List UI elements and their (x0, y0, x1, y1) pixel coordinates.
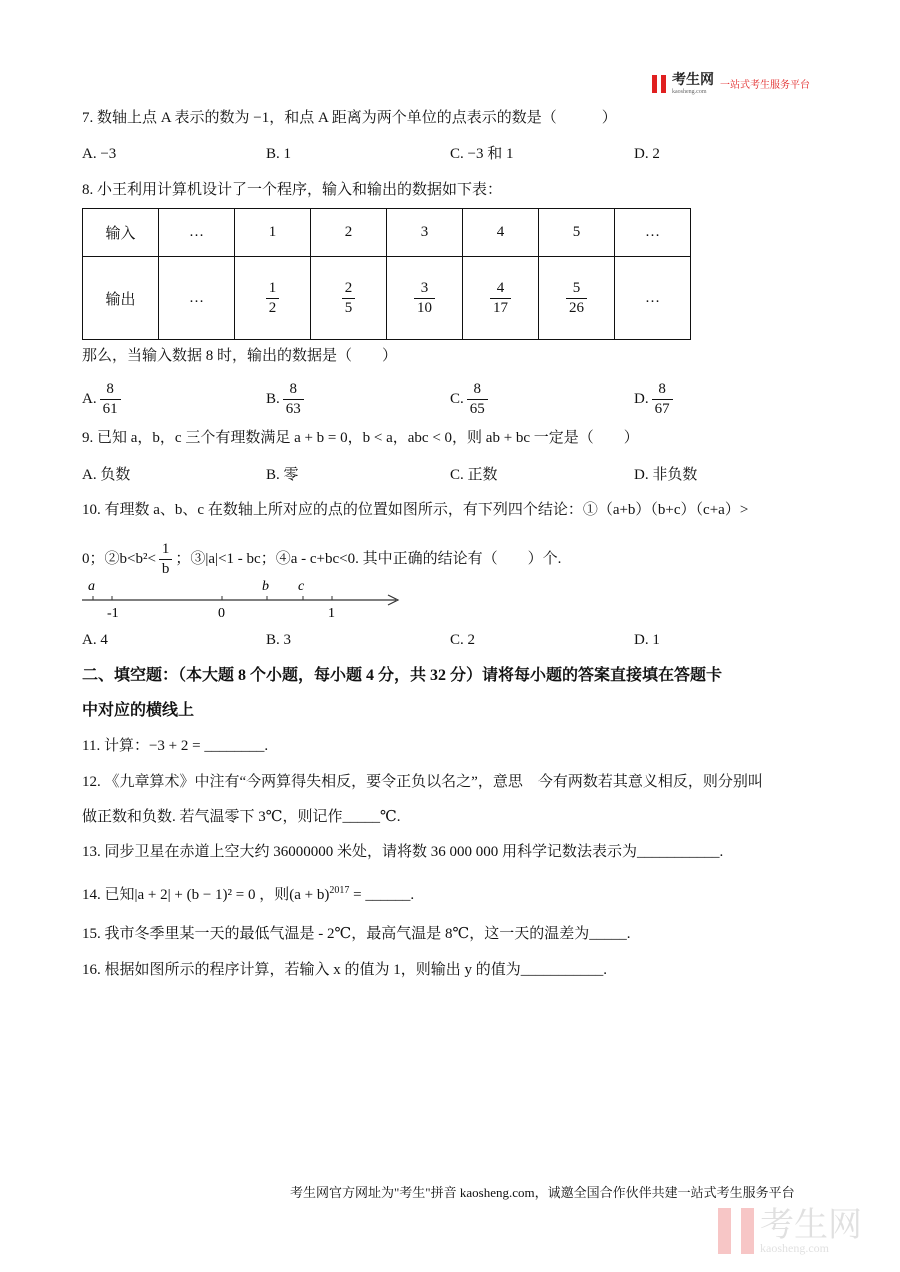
frac-num: 8 (283, 380, 304, 400)
section-heading: 二、填空题：（本大题 8 个小题，每小题 4 分，共 32 分）请将每小题的答案直接填在答题卡 (82, 667, 723, 684)
point-label-a: a (88, 579, 95, 594)
option-label: B. (266, 390, 280, 407)
q7-option-a: A. −3 (82, 146, 117, 162)
q14-part2: = ______. (349, 887, 415, 903)
q13-text: 13. 同步卫星在赤道上空大约 36000000 米处，请将数 36 000 000 用科学记数法表示为___________. (82, 844, 724, 860)
watermark-mark-icon (718, 1208, 754, 1254)
q10-option-a: A. 4 (82, 632, 108, 648)
frac-num: 1 (159, 540, 173, 560)
logo-brand: 考生网 (672, 73, 714, 88)
frac-num: 4 (490, 279, 511, 299)
q8-option-b (266, 380, 307, 419)
tick-label: -1 (107, 606, 119, 620)
frac-den: 2 (268, 299, 277, 316)
q7-option-d: D. 2 (634, 146, 660, 162)
table-row-output (83, 257, 691, 340)
q9-option-b: B. 零 (266, 467, 299, 483)
table-cell: 3 (387, 209, 463, 257)
option-label: D. (634, 390, 649, 407)
section-heading-cont: 中对应的横线上 (82, 702, 195, 719)
table-cell: … (159, 209, 235, 257)
frac-den: 61 (102, 401, 118, 417)
watermark-logo (718, 1205, 862, 1255)
table-cell: 输入 (83, 209, 159, 257)
table-cell: 4 (463, 209, 539, 257)
q11-text: 11. 计算：−3 + 2 = ________. (82, 738, 269, 754)
frac-den: 65 (469, 401, 485, 417)
table-cell (539, 257, 615, 340)
frac-num: 2 (342, 279, 356, 299)
frac-den: 17 (493, 299, 508, 316)
logo-slogan: 一站式考生服务平台 (720, 80, 810, 91)
table-cell: 1 (235, 209, 311, 257)
q8-option-a (82, 380, 124, 419)
logo-domain: kaosheng.com (672, 89, 707, 95)
watermark-domain: kaosheng.com (760, 1241, 829, 1255)
frac-den: 63 (285, 401, 301, 417)
q10-option-d: D. 1 (634, 632, 660, 648)
q16-text: 16. 根据如图所示的程序计算，若输入 x 的值为 1，则输出 y 的值为___________. (82, 962, 608, 978)
q9-text: 9. 已知 a，b，c 三个有理数满足 a + b = 0，b < a，abc < 0，则 ab + bc 一定是（ ） (82, 430, 639, 446)
table-cell (463, 257, 539, 340)
footer-text: 考生网官方网址为"考生"拼音 kaosheng.com，诚邀全国合作伙伴共建一站式考生服务平台 (290, 1185, 795, 1200)
watermark-text: 考生网 (760, 1205, 862, 1245)
q7-option-c: C. −3 和 1 (450, 146, 514, 162)
frac-num: 8 (467, 380, 488, 400)
q10-line2-part2: ；③|a|<1 - bc；④a - c+bc<0. 其中正确的结论有（ ）个. (175, 550, 562, 567)
point-label-c: c (298, 579, 305, 594)
q14-part1: 14. 已知|a + 2| + (b − 1)² = 0 ，则(a + b) (82, 887, 330, 903)
table-cell (311, 257, 387, 340)
tick-label: 1 (328, 606, 335, 620)
frac-den: b (161, 561, 170, 577)
option-label: A. (82, 390, 97, 407)
q8-followup: 那么，当输入数据 8 时，输出的数据是（ ） (82, 348, 398, 364)
q14-exponent: 2017 (329, 885, 350, 896)
q12-line1: 12. 《九章算术》中注有“今两算得失相反，要令正负以名之”，意思 今有两数若其意义相反，则分别叫 (82, 774, 763, 790)
logo-mark-icon (652, 75, 666, 93)
point-label-b: b (262, 579, 269, 594)
table-cell: 2 (311, 209, 387, 257)
q9-option-a: A. 负数 (82, 467, 131, 483)
q10-option-b: B. 3 (266, 632, 292, 648)
table-cell: … (159, 257, 235, 340)
frac-num: 5 (566, 279, 587, 299)
q14-text (82, 881, 414, 905)
q8-option-c (450, 380, 491, 419)
q9-option-c: C. 正数 (450, 467, 498, 483)
frac-den: 10 (417, 299, 432, 316)
option-label: C. (450, 390, 464, 407)
table-cell: 5 (539, 209, 615, 257)
frac-num: 8 (100, 380, 121, 400)
q8-option-d (634, 380, 676, 419)
q8-text: 8. 小王利用计算机设计了一个程序，输入和输出的数据如下表： (82, 182, 503, 198)
frac-den: 26 (569, 299, 584, 316)
frac-den: 5 (344, 299, 353, 316)
header-logo (652, 72, 810, 95)
frac-num: 3 (414, 279, 435, 299)
table-cell (387, 257, 463, 340)
q10-option-c: C. 2 (450, 632, 476, 648)
number-line-diagram (80, 574, 410, 620)
table-cell: 输出 (83, 257, 159, 340)
tick-label: 0 (218, 606, 225, 620)
table-row-input (83, 209, 691, 257)
frac-den: 67 (654, 401, 670, 417)
q7-option-b: B. 1 (266, 146, 292, 162)
q7-text: 7. 数轴上点 A 表示的数为 −1，和点 A 距离为两个单位的点表示的数是（ ） (82, 110, 617, 126)
frac-num: 8 (652, 380, 673, 400)
q12-line2: 做正数和负数. 若气温零下 3℃，则记作_____℃. (82, 809, 401, 825)
q10-line2-part1: 0；②b<b²< (82, 550, 156, 567)
q10-line1: 10. 有理数 a、b、c 在数轴上所对应的点的位置如图所示，有下列四个结论：①（a+b）（b+c）（c+a）> (82, 502, 749, 518)
q15-text: 15. 我市冬季里某一天的最低气温是 - 2℃，最高气温是 8℃，这一天的温差为_____. (82, 926, 631, 942)
table-cell (235, 257, 311, 340)
table-cell: … (615, 209, 691, 257)
q9-option-d: D. 非负数 (634, 467, 698, 483)
frac-num: 1 (266, 279, 280, 299)
q8-table (82, 208, 691, 340)
table-cell: … (615, 257, 691, 340)
